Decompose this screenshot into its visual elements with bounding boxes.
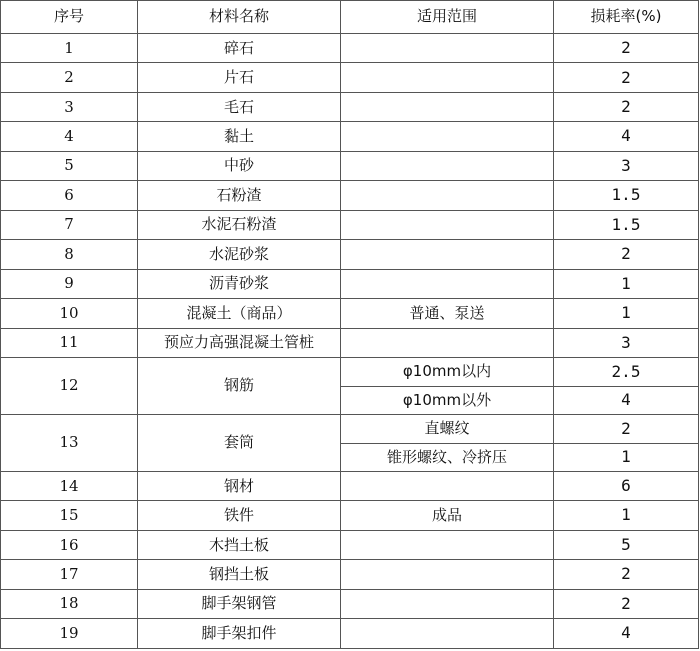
cell-scope — [341, 92, 554, 121]
cell-scope — [341, 122, 554, 151]
cell-seq: 12 — [1, 358, 138, 415]
cell-seq: 13 — [1, 415, 138, 472]
cell-scope — [341, 240, 554, 269]
cell-scope — [341, 560, 554, 589]
table-row — [1, 63, 699, 92]
cell-loss-rate: 2 — [554, 34, 699, 63]
cell-material-name: 脚手架扣件 — [138, 619, 341, 649]
cell-seq: 7 — [1, 210, 138, 239]
cell-loss-rate: 5 — [554, 530, 699, 559]
header-scope: 适用范围 — [341, 1, 554, 34]
cell-loss-rate: 4 — [554, 619, 699, 649]
cell-material-name: 钢材 — [138, 471, 341, 500]
cell-scope — [341, 269, 554, 298]
cell-scope — [341, 530, 554, 559]
cell-loss-rate: 4 — [554, 122, 699, 151]
cell-scope — [341, 63, 554, 92]
cell-seq: 18 — [1, 589, 138, 618]
cell-seq: 19 — [1, 619, 138, 649]
cell-loss-rate: 1 — [554, 299, 699, 328]
cell-loss-rate: 2 — [554, 415, 699, 443]
cell-material-name: 石粉渣 — [138, 181, 341, 210]
cell-scope: 成品 — [341, 501, 554, 530]
cell-loss-rate: 1 — [554, 269, 699, 298]
cell-seq: 10 — [1, 299, 138, 328]
cell-loss-rate: 2 — [554, 240, 699, 269]
cell-loss-rate: 6 — [554, 471, 699, 500]
cell-scope — [341, 34, 554, 63]
table-row — [1, 181, 699, 210]
cell-material-name: 水泥石粉渣 — [138, 210, 341, 239]
cell-seq: 11 — [1, 328, 138, 357]
cell-loss-rate: 2 — [554, 92, 699, 121]
cell-scope — [341, 589, 554, 618]
cell-seq: 9 — [1, 269, 138, 298]
cell-scope — [341, 181, 554, 210]
cell-seq: 8 — [1, 240, 138, 269]
cell-seq: 15 — [1, 501, 138, 530]
table-row — [1, 501, 699, 530]
table-row — [1, 560, 699, 589]
header-material-name: 材料名称 — [138, 1, 341, 34]
cell-scope — [341, 210, 554, 239]
cell-material-name: 脚手架钢管 — [138, 589, 341, 618]
cell-loss-rate: 2.5 — [554, 358, 699, 386]
cell-material-name: 黏土 — [138, 122, 341, 151]
cell-seq: 5 — [1, 151, 138, 180]
cell-scope: 锥形螺纹、冷挤压 — [341, 443, 554, 471]
cell-material-name: 片石 — [138, 63, 341, 92]
table-row — [1, 34, 699, 63]
table-row — [1, 269, 699, 298]
table-row — [1, 358, 699, 386]
cell-seq: 17 — [1, 560, 138, 589]
cell-material-name: 钢挡土板 — [138, 560, 341, 589]
cell-material-name: 沥青砂浆 — [138, 269, 341, 298]
cell-material-name: 中砂 — [138, 151, 341, 180]
cell-loss-rate: 2 — [554, 560, 699, 589]
table-row — [1, 299, 699, 328]
cell-seq: 4 — [1, 122, 138, 151]
cell-seq: 2 — [1, 63, 138, 92]
cell-seq: 3 — [1, 92, 138, 121]
table-row — [1, 240, 699, 269]
table-row — [1, 122, 699, 151]
table-row — [1, 92, 699, 121]
cell-material-name: 毛石 — [138, 92, 341, 121]
header-seq: 序号 — [1, 1, 138, 34]
table-row — [1, 210, 699, 239]
cell-loss-rate: 3 — [554, 151, 699, 180]
table-row — [1, 589, 699, 618]
cell-material-name: 预应力高强混凝土管桩 — [138, 328, 341, 357]
cell-seq: 6 — [1, 181, 138, 210]
table-row — [1, 530, 699, 559]
cell-loss-rate: 1.5 — [554, 181, 699, 210]
table-row — [1, 328, 699, 357]
cell-scope — [341, 328, 554, 357]
header-loss-rate: 损耗率(%) — [554, 1, 699, 34]
cell-loss-rate: 1.5 — [554, 210, 699, 239]
cell-scope: φ10mm以内 — [341, 358, 554, 386]
cell-loss-rate: 2 — [554, 63, 699, 92]
header-row — [1, 1, 699, 34]
table-row — [1, 415, 699, 443]
cell-scope: 普通、泵送 — [341, 299, 554, 328]
cell-material-name: 铁件 — [138, 501, 341, 530]
cell-seq: 1 — [1, 34, 138, 63]
cell-loss-rate: 3 — [554, 328, 699, 357]
table-row — [1, 471, 699, 500]
cell-seq: 14 — [1, 471, 138, 500]
cell-material-name: 水泥砂浆 — [138, 240, 341, 269]
cell-seq: 16 — [1, 530, 138, 559]
cell-material-name: 混凝土（商品） — [138, 299, 341, 328]
cell-loss-rate: 1 — [554, 501, 699, 530]
cell-material-name: 套筒 — [138, 415, 341, 472]
cell-scope: φ10mm以外 — [341, 386, 554, 414]
cell-scope — [341, 471, 554, 500]
cell-material-name: 碎石 — [138, 34, 341, 63]
cell-scope — [341, 151, 554, 180]
cell-scope: 直螺纹 — [341, 415, 554, 443]
cell-loss-rate: 1 — [554, 443, 699, 471]
cell-scope — [341, 619, 554, 649]
table-row — [1, 619, 699, 649]
cell-material-name: 钢筋 — [138, 358, 341, 415]
cell-loss-rate: 2 — [554, 589, 699, 618]
cell-loss-rate: 4 — [554, 386, 699, 414]
cell-material-name: 木挡土板 — [138, 530, 341, 559]
table-row — [1, 151, 699, 180]
